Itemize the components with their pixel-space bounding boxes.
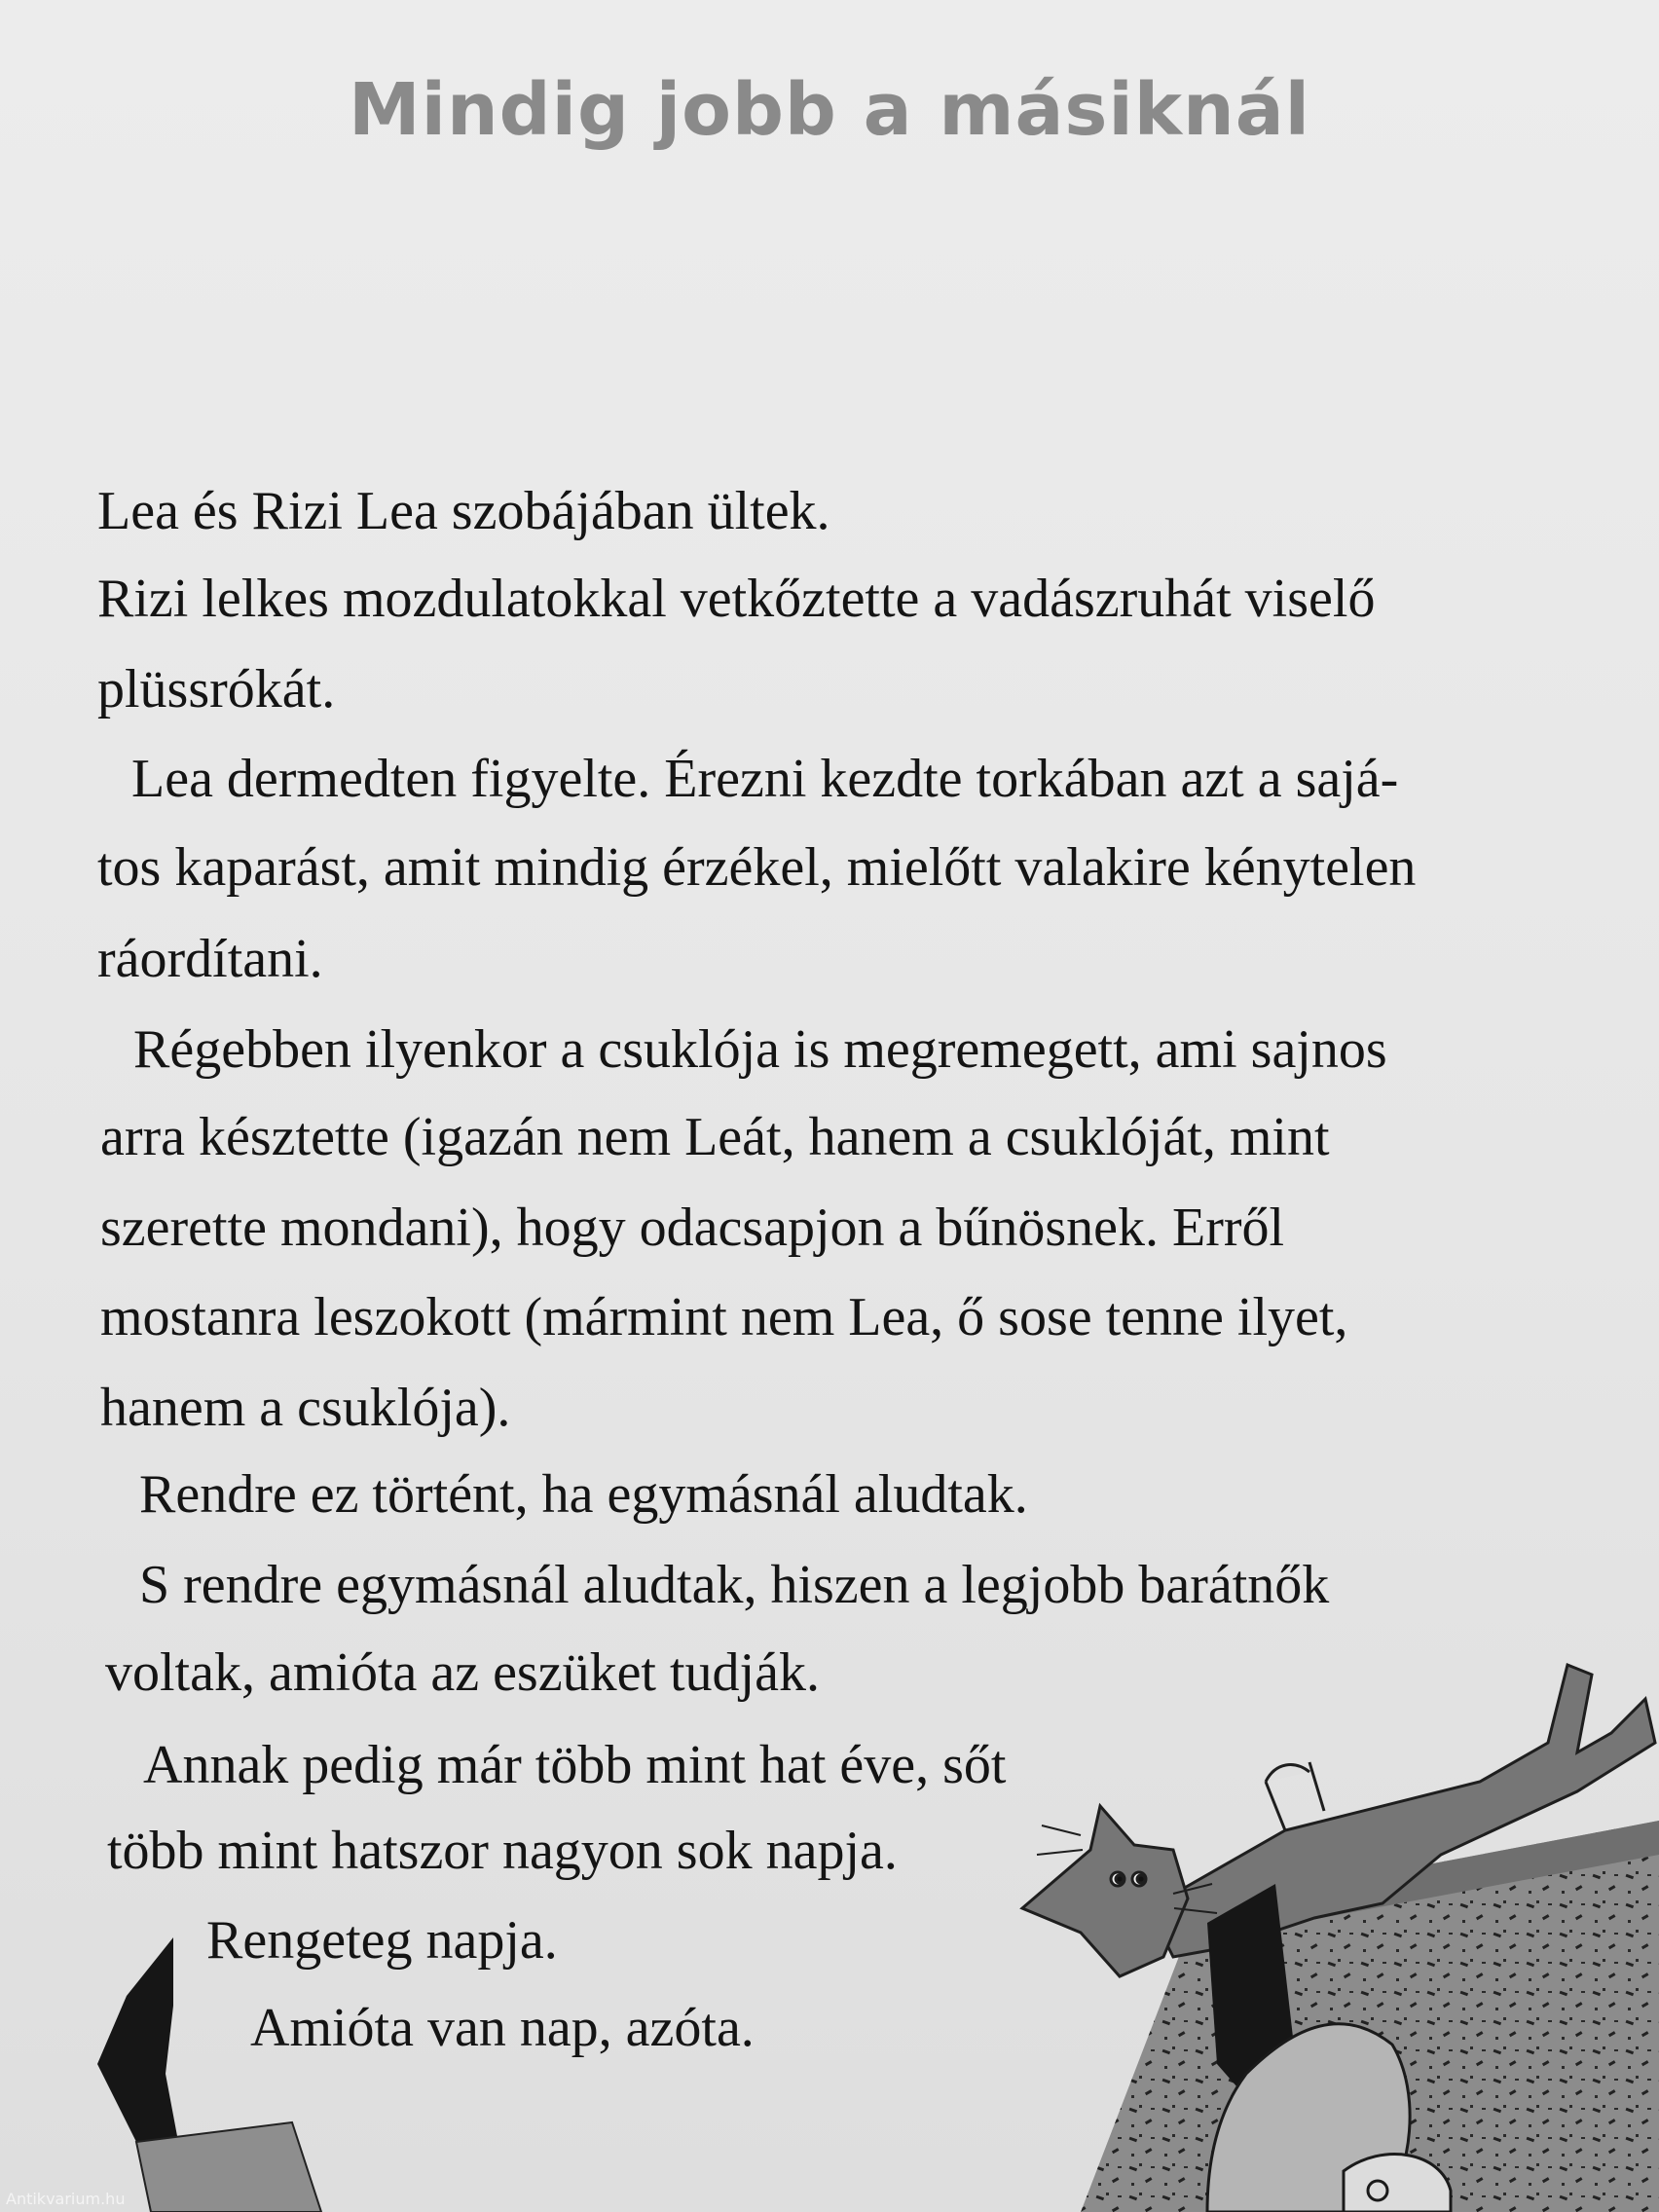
text-line-7: Régebben ilyenkor a csuklója is megremegett, ami sajnos (133, 1019, 1387, 1080)
chapter-title: Mindig jobb a másiknál (348, 68, 1310, 152)
child-arm (1207, 1884, 1295, 2103)
text-line-17: Rengeteg napja. (206, 1910, 558, 1971)
text-line-1: Lea és Rizi Lea szobájában ültek. (97, 481, 830, 541)
text-line-11: hanem a csuklója). (100, 1378, 511, 1438)
text-line-15: Annak pedig már több mint hat éve, sőt (143, 1735, 1007, 1795)
child-face (1344, 2155, 1451, 2212)
left-leg (97, 1937, 180, 2152)
text-line-18: Amióta van nap, azóta. (250, 1998, 755, 2058)
text-line-3: plüssrókát. (97, 659, 336, 719)
text-line-6: ráordítani. (97, 929, 323, 989)
text-line-10: mostanra leszokott (mármint nem Lea, ő sose tenne ilyet, (100, 1287, 1348, 1347)
watermark: Antikvarium.hu (6, 2190, 126, 2208)
text-line-9: szerette mondani), hogy odacsapjon a bűnösnek. Erről (100, 1198, 1285, 1258)
text-line-2: Rizi lelkes mozdulatokkal vetkőztette a vadászruhát viselő (97, 569, 1376, 629)
child-hair (1207, 2024, 1410, 2212)
left-cushion (136, 2122, 321, 2212)
bedspread-edge (1198, 1821, 1659, 1939)
text-line-5: tos kaparást, amit mindig érzékel, mielőtt valakire kénytelen (97, 837, 1417, 898)
text-line-12: Rendre ez történt, ha egymásnál aludtak. (139, 1464, 1028, 1525)
bedspread-shape (1081, 1821, 1659, 2212)
plush-fox (1022, 1665, 1655, 1976)
text-line-13: S rendre egymásnál aludtak, hiszen a legjobb barátnők (139, 1555, 1330, 1615)
text-line-4: Lea dermedten figyelte. Érezni kezdte torkában azt a sajá- (131, 749, 1399, 809)
text-line-14: voltak, amióta az eszüket tudják. (105, 1642, 820, 1703)
text-line-16: több mint hatszor nagyon sok napja. (107, 1821, 898, 1881)
text-line-8: arra késztette (igazán nem Leát, hanem a csuklóját, mint (100, 1107, 1330, 1167)
